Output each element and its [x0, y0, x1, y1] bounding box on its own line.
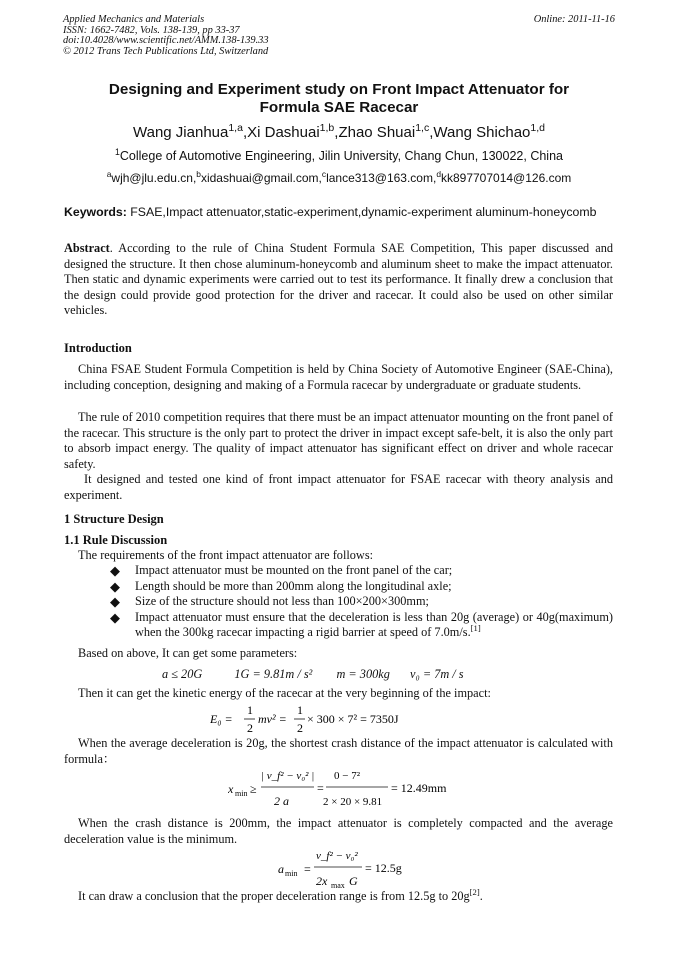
citation: [1] [470, 623, 481, 634]
section-heading: 1 Structure Design [64, 512, 164, 526]
eq-text: 0 − 7² [334, 770, 361, 782]
abstract-label: Abstract [64, 241, 110, 255]
issn-line: ISSN: 1662-7482, Vols. 138-139, pp 33-37 [63, 24, 240, 36]
email-sup: d [436, 169, 441, 179]
eq-text: × 300 × 7² = 7350J [307, 712, 399, 726]
eq-text: G [349, 874, 358, 888]
list-item: ◆ Impact attenuator must ensure that the deceleration is less than 20g (average) or 40g(maximum) when the 300kg racecar impacting a rigid barrier at speed of 7.0m/s.[1] [110, 609, 613, 640]
xmin-equation [228, 765, 458, 813]
email-link[interactable]: lance313@163.com, [326, 171, 437, 185]
paper-title [60, 81, 618, 117]
eq-sub: min [285, 869, 298, 878]
eq-text: v_f² − v₀² [316, 850, 358, 862]
email-link[interactable]: kk897707014@126.com [440, 171, 572, 185]
param-g: 1G = 9.81m / s² [234, 667, 313, 681]
intro-paragraph-1: China FSAE Student Formula Competition is held by China Society of Automotive Engineer (SAE-China), including conception, designing and making of a Formula racecar by undergraduate or graduate students. [64, 362, 613, 392]
doi-line: doi:10.4028/www.scientific.net/AMM.138-139.33 [63, 35, 269, 47]
author-name: Wang Shichao [433, 124, 531, 141]
energy-equation [210, 702, 410, 736]
list-item: ◆ Impact attenuator must be mounted on the front panel of the car; [110, 563, 453, 578]
author-list: Wang Jianhua$^{1,a}$,Xi Dashuai$^{1,b}$,Zhao Shuai$^{1,c}$,Wang Shichao$^{1,d}$ [133, 122, 545, 141]
eq-text: 2 a [274, 794, 289, 808]
email-link[interactable]: xidashuai@gmail.com, [200, 171, 322, 185]
eq-text: | v_f² − v₀² | [261, 770, 315, 782]
crash-intro: When the average deceleration is 20g, the shortest crash distance of the impact attenuator is calculated with formula： [64, 736, 613, 766]
copyright-line: © 2012 Trans Tech Publications Ltd, Switzerland [63, 45, 269, 57]
online-date: Online: 2011-11-16 [533, 14, 615, 25]
keywords-text: FSAE,Impact attenuator,static-experiment,dynamic-experiment aluminum-honeycomb [130, 205, 597, 219]
eq-text: E₀ = [210, 712, 233, 726]
amin-equation [278, 845, 418, 893]
keywords-label: Keywords: [64, 205, 127, 219]
eq-text: a [278, 862, 284, 876]
conclusion-text: It can draw a conclusion that the proper deceleration range is from 12.5g to 20g [78, 889, 470, 903]
affiliation-sup: 1 [115, 146, 120, 157]
author-sup: 1,c [415, 122, 430, 134]
author-sup: 1,b [319, 122, 335, 134]
diamond-bullet-icon: ◆ [110, 609, 120, 625]
kinetic-intro: Then it can get the kinetic energy of the racecar at the very beginning of the impact: [78, 686, 491, 700]
citation: [2] [469, 886, 480, 897]
eq-text: = 12.5g [365, 861, 402, 875]
email-sup: a [106, 169, 112, 179]
email-sup: c [321, 169, 327, 179]
author-name: Xi Dashuai [247, 124, 320, 141]
email-list [40, 171, 638, 185]
eq-text: = [304, 862, 311, 876]
intro-paragraph-3: It designed and tested one kind of front impact attenuator for FSAE racecar with theory analysis and experiment. [64, 472, 613, 502]
parameters-equation [162, 667, 482, 682]
eq-text: mv² = [258, 712, 287, 726]
eq-text: 2 × 20 × 9.81 [323, 796, 383, 808]
title-line-1: Designing and Experiment study on Front Impact Attenuator for [108, 81, 570, 98]
author-sup: 1,d [530, 122, 545, 134]
eq-sub: max [331, 881, 345, 890]
eq-text: 2 [297, 721, 303, 735]
eq-text: ≥ [250, 782, 257, 796]
diamond-bullet-icon: ◆ [110, 563, 120, 578]
diamond-bullet-icon: ◆ [110, 578, 120, 594]
eq-text: 1 [247, 703, 253, 717]
param-v: v₀ = 7m / s [410, 667, 464, 681]
eq-text: 2x [316, 874, 328, 888]
intro-heading: Introduction [64, 341, 132, 355]
subsection-heading: 1.1 Rule Discussion [64, 533, 168, 547]
params-intro: Based on above, It can get some parameters: [78, 646, 298, 660]
list-item: ◆ Length should be more than 200mm along the longitudinal axle; [110, 578, 452, 594]
diamond-bullet-icon: ◆ [110, 594, 120, 610]
eq-sub: min [235, 789, 248, 798]
eq-text: = [317, 781, 324, 795]
intro-paragraph-2: The rule of 2010 competition requires that there must be an impact attenuator mounting on the front panel of the racecar. This structure is the only part to protect the driver in impact except safe-belt, it is also the only part to absorb impact energy. The quality of impact attenuator has significant effect on driver and whole racecar safety. [64, 410, 613, 471]
requirements-list [110, 563, 613, 641]
author-name: Zhao Shuai [338, 124, 416, 141]
param-a: a ≤ 20G [162, 667, 203, 681]
title-line-2: Formula SAE Racecar [259, 99, 419, 116]
journal-header [63, 15, 269, 57]
affiliation-text: College of Automotive Engineering, Jilin University, Chang Chun, 130022, China [119, 149, 563, 163]
email-sup: b [196, 169, 201, 179]
author-sup: 1,a [228, 122, 243, 134]
eq-text: 1 [297, 703, 303, 717]
affiliation [40, 146, 638, 163]
abstract [64, 241, 613, 319]
journal-name: Applied Mechanics and Materials [63, 14, 205, 25]
abstract-text: . According to the rule of China Student Formula SAE Competition, This paper discussed and designed the structure. It then chose aluminum-honeycomb and aluminum sheet to make the impact attenuator. Then static and dynamic experiments were carried out to test its performance. It finally drew a conclusion that the design could provide good protection for the driver and racecar. It could also be used on other similar vehicles. [64, 241, 613, 318]
author-name: Wang Jianhua [133, 124, 229, 141]
requirements-intro: The requirements of the front impact attenuator are follows: [78, 548, 374, 562]
eq-text: = 12.49mm [391, 781, 447, 795]
conclusion: It can draw a conclusion that the proper deceleration range is from 12.5g to 20g[2]. [78, 886, 483, 903]
compact-intro: When the crash distance is 200mm, the impact attenuator is completely compacted and the average deceleration value is the minimum. [64, 816, 613, 846]
email-link[interactable]: wjh@jlu.edu.cn, [111, 171, 197, 185]
list-item: ◆ Size of the structure should not less than 100×200×300mm; [110, 594, 429, 610]
param-m: m = 300kg [336, 667, 390, 681]
eq-text: 2 [247, 721, 253, 735]
keywords [64, 205, 624, 219]
eq-text: x [228, 782, 234, 796]
